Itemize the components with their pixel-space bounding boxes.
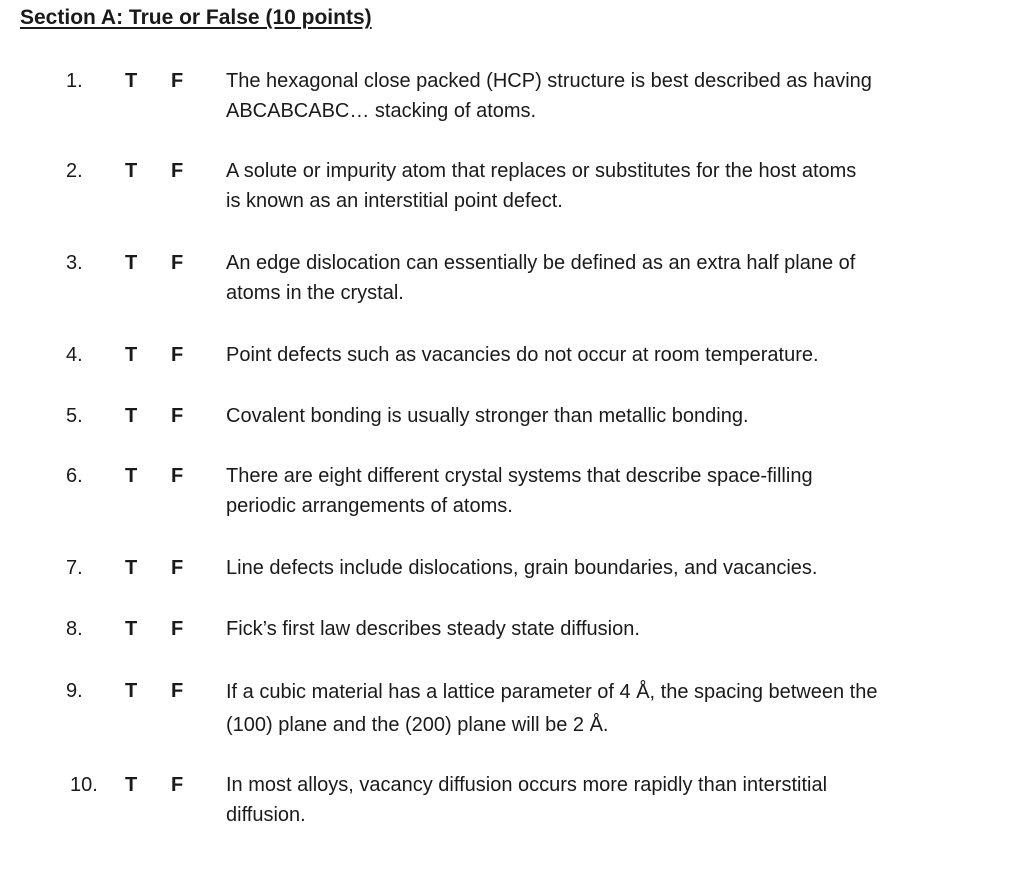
- question-number: 7.: [66, 557, 83, 579]
- false-option[interactable]: F: [171, 680, 184, 702]
- question-number: 2.: [66, 160, 83, 182]
- false-option[interactable]: F: [171, 618, 184, 640]
- true-option[interactable]: T: [125, 70, 138, 92]
- false-option[interactable]: F: [171, 344, 184, 366]
- question-number: 8.: [66, 618, 83, 640]
- true-option[interactable]: T: [125, 465, 138, 487]
- false-option[interactable]: F: [171, 465, 184, 487]
- true-option[interactable]: T: [125, 252, 138, 274]
- question-text: In most alloys, vacancy diffusion occurs more rapidly than interstitial diffusion.: [226, 774, 828, 826]
- true-option[interactable]: T: [125, 344, 138, 366]
- false-option[interactable]: F: [171, 557, 184, 579]
- question-number: 3.: [66, 252, 83, 274]
- question-number: 4.: [66, 344, 83, 366]
- question-number: 9.: [66, 680, 83, 702]
- question-text: An edge dislocation can essentially be defined as an extra half plane of atoms in the crystal.: [226, 252, 856, 304]
- question-text: Line defects include dislocations, grain boundaries, and vacancies.: [226, 557, 818, 579]
- false-option[interactable]: F: [171, 774, 184, 796]
- question-text: The hexagonal close packed (HCP) structure is best described as having ABCABCABC… stacking of atoms.: [226, 70, 872, 122]
- question-number: 10.: [70, 774, 98, 796]
- question-text: If a cubic material has a lattice parameter of 4 Å, the spacing between the (100) plane and the (200) plane will be 2 Å.: [226, 681, 878, 736]
- true-option[interactable]: T: [125, 774, 138, 796]
- question-text: Covalent bonding is usually stronger than metallic bonding.: [226, 405, 749, 427]
- question-text: Fick’s first law describes steady state diffusion.: [226, 618, 640, 640]
- false-option[interactable]: F: [171, 70, 184, 92]
- question-number: 6.: [66, 465, 83, 487]
- false-option[interactable]: F: [171, 160, 184, 182]
- section-title: Section A: True or False (10 points): [20, 6, 372, 29]
- false-option[interactable]: F: [171, 252, 184, 274]
- question-text: Point defects such as vacancies do not occur at room temperature.: [226, 344, 819, 366]
- true-option[interactable]: T: [125, 160, 138, 182]
- question-text: There are eight different crystal systems that describe space-filling periodic arrangements of atoms.: [226, 465, 813, 517]
- question-number: 5.: [66, 405, 83, 427]
- true-option[interactable]: T: [125, 618, 138, 640]
- true-option[interactable]: T: [125, 557, 138, 579]
- true-option[interactable]: T: [125, 405, 138, 427]
- question-number: 1.: [66, 70, 83, 92]
- question-text: A solute or impurity atom that replaces or substitutes for the host atoms is known as an interstitial point defect.: [226, 160, 857, 212]
- true-option[interactable]: T: [125, 680, 138, 702]
- false-option[interactable]: F: [171, 405, 184, 427]
